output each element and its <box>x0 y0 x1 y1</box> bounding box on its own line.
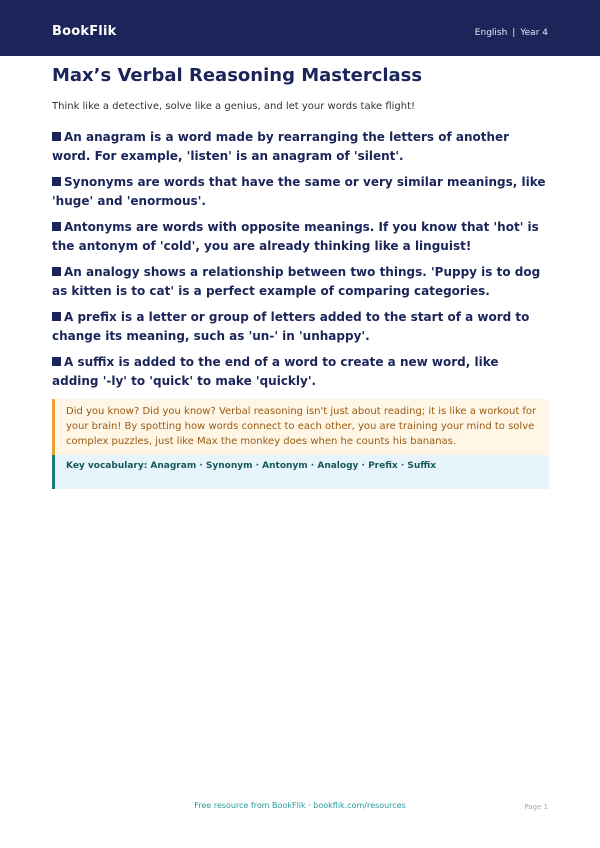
list-item <box>52 353 549 391</box>
square-bullet-icon <box>52 312 61 321</box>
key-points-list <box>52 128 549 391</box>
brand-logo[interactable]: BookFlik <box>52 24 117 39</box>
list-item-text: Synonyms are words that have the same or very similar meanings, like 'huge' and 'enormous'. <box>52 175 546 208</box>
key-vocabulary-box <box>52 455 549 489</box>
list-item <box>52 128 549 166</box>
main-content <box>52 64 549 489</box>
page-number: Page 1 <box>524 803 548 811</box>
square-bullet-icon <box>52 132 61 141</box>
year-label: Year 4 <box>520 28 548 38</box>
header-separator: | <box>512 28 516 38</box>
footer-link[interactable]: Free resource from BookFlik · bookflik.com/resources <box>194 801 406 810</box>
square-bullet-icon <box>52 222 61 231</box>
callout-text: Did you know? Did you know? Verbal reasoning isn't just about reading; it is like a workout for your brain! By spotting how words connect to each other, you are training your mind to solve complex puzzles, just like Max the monkey does when he counts his bananas. <box>66 406 537 447</box>
square-bullet-icon <box>52 177 61 186</box>
header-meta <box>475 28 548 38</box>
list-item-text: A suffix is added to the end of a word to create a new word, like adding '-ly' to 'quick' to make 'quickly'. <box>52 355 499 388</box>
list-item-text: An anagram is a word made by rearranging the letters of another word. For example, 'listen' is an anagram of 'silent'. <box>52 130 510 163</box>
list-item <box>52 218 549 256</box>
header-bar <box>0 0 600 56</box>
square-bullet-icon <box>52 267 61 276</box>
list-item-text: Antonyms are words with opposite meanings. If you know that 'hot' is the antonym of 'cold', you are already thinking like a linguist! <box>52 220 539 253</box>
list-item <box>52 308 549 346</box>
list-item-text: An analogy shows a relationship between two things. 'Puppy is to dog as kitten is to cat' is a perfect example of comparing categories. <box>52 265 541 298</box>
intro-text: Think like a detective, solve like a genius, and let your words take flight! <box>52 101 416 112</box>
language-label: English <box>474 28 508 38</box>
list-item <box>52 263 549 301</box>
square-bullet-icon <box>52 357 61 366</box>
list-item-text: A prefix is a letter or group of letters added to the start of a word to change its meaning, such as 'un-' in 'unhappy'. <box>52 310 530 343</box>
vocab-text: Key vocabulary: Anagram · Synonym · Antonym · Analogy · Prefix · Suffix <box>66 461 437 471</box>
list-item <box>52 173 549 211</box>
page-title: Max’s Verbal Reasoning Masterclass <box>52 65 423 86</box>
did-you-know-callout <box>52 399 549 455</box>
